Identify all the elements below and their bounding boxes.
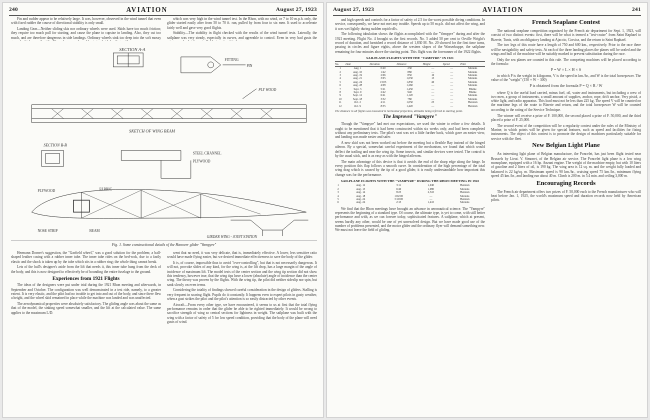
table-cell: 10 xyxy=(431,74,435,78)
table-cell: 1,260 xyxy=(406,84,413,88)
table-cell: 1,050 xyxy=(406,101,413,105)
table-cell: 2:06 xyxy=(380,74,386,78)
table-cell: Sept. 12 xyxy=(352,94,363,98)
table-cell: — xyxy=(431,97,435,101)
table-cell: 2 xyxy=(339,70,341,74)
table-cell: 4:11 xyxy=(380,101,386,105)
table-cell: 5:21 xyxy=(380,87,386,91)
table-cell: 2 xyxy=(337,187,339,191)
table-cell: Aug. 10 xyxy=(352,70,362,74)
paragraph: The ideas of the designers were put under trial during the 1921 Rhon meeting and afterwards, in September and October. The configuration was well demonstrated in a test ride, namely, to a greater extent. It is very elastic, and the pilot had no trouble to get into and out of the body, and since there flew a height, and the wheel skid remained in place while the machine was landed and was unaffected. xyxy=(11,283,161,301)
table-note: The distance in all flights was measured in horizontal projection, altitudes being referred to starting point. xyxy=(335,108,463,113)
table-cell: Hentzen xyxy=(468,104,478,108)
table-cell: 3:05 xyxy=(380,77,386,81)
paragraph: Considering the totality of findings showed careful consideration in the design of gliders. Stalling is very frequent in soaring flight. Pupils do it constantly. It happens even to expert pilots in gusty weather, when a gust strikes the pilot and the pilot's attention is so easily distracted by other events. xyxy=(167,288,317,301)
col-header: Duration xyxy=(370,62,397,67)
table-cell: 6 xyxy=(337,201,339,205)
table-cell: 1 xyxy=(337,184,339,188)
table-cell: 2,310 xyxy=(427,191,435,195)
table-cell: 8:35 xyxy=(380,104,386,108)
paragraph: We find that the Rhon meetings have brought an advance in aeronautical science. The "Vampyre" represents the beginning of a standard type. Of course, the ultimate type, is yet to come, with still better performance and with, as we can foresee today, sophisticated features. A sailplane, which at present, seems hardly any other, would be one of yet unresolved design. But we have made good use of the number of problems presented, and the motor glider and the ordinary flyer will demand something new. We must not leave the field of gliding. xyxy=(335,206,485,233)
paragraph: The French air department offers two prizes of F. 50,000 each to the French manufacturer who will beat before Jan. 1, 1925, the world's maximum speed and duration records now held by American pilots. xyxy=(491,189,641,203)
table-cell: Sept. 3 xyxy=(353,87,362,91)
table-cell: Martens xyxy=(460,187,470,191)
table-cell: 780 xyxy=(407,97,412,101)
col-header: Pilot xyxy=(460,62,485,67)
paragraph: It is, of course, impossible thus to avoid "over-controlling", but that is not necessarily dangerous. It will not, provoke slides of any kind, for the wing is, at the lift drop, has a large margin of the angle of incidence of maximum lift. The model tests of the center section and the wing tip section did not show this tendency, however true, that the wing tips have a lower (absolute) angle of incidence than the center wing. The theory was proven by the flights. With the wing tip, the pilot did neither sideslip nor spin, but sank slowly on even terms. xyxy=(167,261,317,287)
paragraph: The winner will receive a prize of F. 100,000, the second placed a prize of F. 50,000, and the third placed a prize of F. 25,000. xyxy=(491,113,641,122)
paragraph: The second event of the competition will be a regularity contest under the rules of the Ministry of Marine, in which points will be given for special features, such as speed and facilities for fixing instruments. The object of this contest is to promote the design of machines particularly suitable for service with the fleet. xyxy=(491,123,641,141)
table-cell: — xyxy=(431,87,435,91)
label-section-a: SECTION A-A xyxy=(119,46,146,52)
table-cell: 1,830 xyxy=(406,80,413,84)
table-cell: 3:32 xyxy=(380,97,386,101)
construction-figure xyxy=(11,43,317,241)
col-header: No. xyxy=(335,62,345,67)
table-cell: Aug. 21 xyxy=(352,77,362,81)
table-cell: 10 xyxy=(338,97,342,101)
table-cell: — xyxy=(450,97,453,101)
table-cell: 1:02:00 xyxy=(394,194,403,198)
paragraph: The aerodynamical properties were absolutely satisfactory. The gliding angle was about the same as that of the model, the sinking speed somewhat smaller, and the lift at the calculated value. The same applies to the maximum L/D. xyxy=(11,302,161,315)
table-cell: — xyxy=(431,70,435,74)
right-page xyxy=(326,2,648,418)
flights-table-1921 xyxy=(335,61,485,108)
table-body xyxy=(335,184,485,204)
paragraph: Hermann Dorner's suggestion, the "Garfield wheel," was a good solution for the problem; a ball-shaped leather casing with a rubber inner tube. The inner tube rides on the bed-rock, due to a fastly elastic and the shock is taken up by the tube which sits in a rubber ring; the whole thing cannot break. xyxy=(11,251,161,264)
table-cell: — xyxy=(450,80,453,84)
table-cell: Martens xyxy=(468,70,478,74)
table-cell: Martens xyxy=(460,194,470,198)
table-cell: — xyxy=(431,104,435,108)
table-cell: 12 xyxy=(338,104,342,108)
label-sketch-wing-beam: SKETCH OF WING BEAM xyxy=(129,128,176,134)
paragraph: An interesting light plane of Belgian manufacture, the Poncelet, has just been flight tested near Brussels by Lieut. V. Simonet, of the Belgian air service. The Poncelet light plane is a low wing monoplane, equipped with a 16 hp. Anzani engine. The weight of the machine empty, but with 10 liters of gasoline and 2 liters of oil, is 190 kg. The wing area is 12 sq. m. and the weight fully loaded and balanced is 22 kg/sq. m. Maximum speed is 90 km./hr., cruising speed 75 km./hr., minimum flying speed 45 km./hr., and landing run about 40 m. Climb is 200 m. in 5.4 min. and ceiling 3,000 m. xyxy=(491,152,641,178)
table-cell: 1,420 xyxy=(406,104,413,108)
table-cell: 8:25 xyxy=(396,191,402,195)
table-cell: — xyxy=(450,104,453,108)
header-rule xyxy=(9,15,317,16)
table-cell: — xyxy=(450,94,453,98)
table-cell: 8 xyxy=(339,90,341,94)
paragraph: Aircraft—From every other type, we have encountered, it seems to us at first that the total flying performance remains in order that the glider be able to be righted immediately. It would be wrong to sacrifice strength of wing so central sections for lightness in weight. The sailplane was built with the wing with a factor of safety of 5 for low speed condition, providing that the body of the plane will need gusts of wind. xyxy=(167,302,317,324)
table-cell: 2:13 xyxy=(396,201,402,205)
table-cell: Martens xyxy=(468,74,478,78)
table-cell: Aug. 12 xyxy=(356,184,366,188)
issue-date: August 27, 1923 xyxy=(333,7,375,13)
table-cell: 40 xyxy=(431,80,435,84)
page-number: 240 xyxy=(9,7,18,13)
table-cell: 15 xyxy=(431,77,435,81)
table-cell: — xyxy=(450,67,453,71)
table-cell: 5 xyxy=(337,197,339,201)
table-cell: 850 xyxy=(407,74,412,78)
table-cell: 2:42 xyxy=(380,90,386,94)
table-cell: 1:42 xyxy=(380,70,386,74)
magazine-spread xyxy=(2,2,648,418)
table-cell: 6:41 xyxy=(380,94,386,98)
left-running-head xyxy=(9,5,317,15)
table-cell: 1,450 xyxy=(406,87,413,91)
paragraph: which was very high in the wind tunnel test. In the Rhon, with no wind, or 7 to 10 m.p.h. only, the glider started easily after from 50 to 70 ft. run, pulled by from four to six men. It used to accelerate fairly well and gave very good flights. xyxy=(167,17,317,30)
table-cell: 1,040 xyxy=(427,184,435,188)
table-cell: Hentzen xyxy=(460,197,470,201)
table-cell: — xyxy=(450,70,453,74)
label-fitting: FITTING xyxy=(224,57,239,62)
table-cell: 5 xyxy=(339,80,341,84)
label-section-b: SECTION B-B xyxy=(43,142,67,148)
label-ply-wood: PLY WOOD xyxy=(258,87,277,92)
article-heading: French Seaplane Contest xyxy=(531,19,601,26)
col-header: Speed xyxy=(443,62,461,67)
label-steel-channel: STEEL CHANNEL xyxy=(192,151,222,156)
table-cell: 9 xyxy=(339,94,341,98)
label-pin: PIN xyxy=(246,63,253,68)
table-cell: 25 xyxy=(431,101,435,105)
left-col2-lower xyxy=(167,251,317,416)
table-cell: Sept. 18 xyxy=(352,97,363,101)
table-cell: 11 xyxy=(338,101,342,105)
table-cell: Aug. 24 xyxy=(356,201,366,205)
table-cell: Aug. 24 xyxy=(356,197,366,201)
table-cell: 1,410 xyxy=(427,201,435,205)
paragraph: went that no need, it was very delicate, that is, immediately effective. A lower, less sensitive ratio would have made flying easier, but we desired immediate effectiveness to save the body of the glider. xyxy=(167,251,317,260)
table-cell: — xyxy=(431,67,435,71)
table-cell: Aug. 19 xyxy=(352,74,362,78)
table-title: SAILPLANE FLIGHTS WITH THE "VAMPYRE" IN 1921 xyxy=(366,55,454,60)
table-cell: — xyxy=(450,74,453,78)
table-cell: Martens xyxy=(468,67,478,71)
table-cell: Aug. 24 xyxy=(352,80,362,84)
table-cell: Aug. 1 xyxy=(353,67,362,71)
table-cell: — xyxy=(429,194,433,198)
table-row xyxy=(335,104,485,107)
page-number: 241 xyxy=(631,7,641,13)
paragraph: Fin and rudder appear to be relatively large. It was, however, observed in the wind tunnel that even with fixed rudder the course of directional stability is only small. xyxy=(11,17,161,26)
table-cell: 6 xyxy=(339,84,341,88)
table-cell: 1 xyxy=(339,67,341,71)
table-cell: Oct. 2 xyxy=(354,101,361,105)
paragraph: in which P is the weight in kilograms, V is the speed in km./hr., and W is the total horsepower. The value of the "weight" (150 + W − 300) xyxy=(491,74,641,83)
table-cell: 0:40 xyxy=(380,67,386,71)
table-cell: Sept. 9 xyxy=(353,90,362,94)
table-cell: 230 xyxy=(407,67,412,71)
article-heading: Encouraging Records xyxy=(536,179,596,187)
flights-table-1922 xyxy=(335,184,485,204)
paragraph: The following tabulation shows the flights accomplished with the "Vampyre" during and after the 1921 meeting. Flight No. 4 brought us the first records. No. 5 added 50 per cent to Orville Wright's record of duration, and furnished a record distance of 1,830 M. No. 20 showed for the first time turns, passing in circles and figure eights, above the western slopes of the Wasserkuppe, the sailplane remaining for four minutes above the starting point. This flight was the forerunner of the 1922 flights. xyxy=(335,32,485,54)
table-cell: 6:40 xyxy=(396,187,402,191)
col-header: Date xyxy=(345,62,369,67)
table-cell: Martens xyxy=(468,84,478,88)
paragraph: The two legs of this route have a length of 750 and 600 km., respectively. Prior to the race there will be navigability and safety tests. At each of the three landing places the planes will be sealed and the wings and hull of the machine will be suitably marked to prevent substitution during the race. xyxy=(491,43,641,56)
paragraph: Only the sea planes are counted in this rule. The competing machines will be placed according to the formula: xyxy=(491,57,641,67)
table-cell: 1,980 xyxy=(427,187,435,191)
table-cell: — xyxy=(450,77,453,81)
left-page xyxy=(2,2,324,418)
table-cell: — xyxy=(450,87,453,91)
paragraph: Landing Gear—Neither sliding skis nor ordinary wheels were used. Skids have too much friction; they require too much pull for starting, and cause the plane to capsize in landing. Also, they cut too much, and are therefore dangerous in side landings. Ordinary wheels sink too deep into the soft mossy xyxy=(11,27,161,40)
table-cell: Martens xyxy=(460,201,470,205)
table-cell: 7 xyxy=(339,87,341,91)
table-cell: Martens xyxy=(468,94,478,98)
table-cell: — xyxy=(431,94,435,98)
paragraph: A new skid was not been worked out before the meeting but a flexible Bay instead of the hinged aileron. By a special, somewhat careful experiment of the mechanism, we found that which would deflect the trailing and near the wing tip. Some insects, and similar devices were tested. The control is by the usual stick, and is as easy as with the hinged ailerons. xyxy=(335,141,485,159)
table-row xyxy=(335,201,485,204)
table-title: SAILPLANE FLIGHTS WITH THE "VAMPYRE" DURING THE RHON MEETING IN 1922 xyxy=(340,179,480,183)
table-cell: Aug. 18 xyxy=(356,194,366,198)
right-col1 xyxy=(335,18,485,416)
table-cell: Hentzen xyxy=(460,184,470,188)
table-cell: 940 xyxy=(407,90,412,94)
table-cell: 3 xyxy=(337,191,339,195)
journal-title: AVIATION xyxy=(126,6,168,14)
paragraph: Though the "Vampyre" had met our expectations, we used the winter to refine a few details. It ought to be mentioned that it had been constructed within six weeks only, and had been completed without any preliminary tests. The pilot's seat was set a little further back, which gave an easier view, and landing was made easier and safer. xyxy=(335,122,485,140)
table-cell: Martens xyxy=(468,80,478,84)
table-cell: Blume xyxy=(468,87,477,91)
table-cell: Aug. 28 xyxy=(352,84,362,88)
table-cell: — xyxy=(450,84,453,88)
formula: P = W × L × H × S xyxy=(550,66,582,72)
table-cell: Hentzen xyxy=(460,191,470,195)
paragraph: The national seaplane competition organized by the French air department for Sept. 1, 1923, will consist of two distinct events: first, there will be what is termed a "test-cruise" from Saint Raphael to Bizerte, Tunis, with an obligatory landing at Ajaccio, Corsica, and the return to Saint Raphael. xyxy=(491,29,641,42)
label-beam: BEAM xyxy=(89,229,100,234)
table-cell: 3:11 xyxy=(396,184,402,188)
table-cell: 13:03 xyxy=(379,80,387,84)
table-cell: Aug. 14 xyxy=(356,191,366,195)
label-plywood-2: PLYWOOD xyxy=(192,159,211,164)
right-col2 xyxy=(491,18,641,416)
table-cell: 1,120 xyxy=(406,94,413,98)
table-cell: — xyxy=(450,90,453,94)
table-cell: Oct. 9 xyxy=(354,104,361,108)
col-header: Height xyxy=(423,62,443,67)
table-cell: 4 xyxy=(339,77,341,81)
table-cell: Martens xyxy=(468,77,478,81)
header-rule xyxy=(333,15,641,16)
table-cell: Blume xyxy=(468,90,477,94)
paragraph: where Q is the useful load carried, minus fuel, oil, water and instruments, but including a crew of two men, a group of instruments, a small amount of supplies, anchor, rope, drift anchor, Very pistol, a white light, and radio apparatus. This load must not be less than 225 kg. The speed V will be counted on the maritime legs of the route to Bizerte and return, and the total horsepower W will be counted according to the rating of the Service Technique. xyxy=(491,90,641,112)
table-cell: 3:10:00 xyxy=(394,197,403,201)
paragraph: Lets of the hull's designer's aside from the lift that needs it, this inner tube hung from the deck of the body, and this is now designed to effectively be of bounding the entire fuselage to the ground. xyxy=(11,265,161,274)
col-header: Distance xyxy=(397,62,423,67)
left-col2-top xyxy=(167,17,317,41)
table-cell: 4 xyxy=(337,194,339,198)
table-body xyxy=(335,67,485,108)
table-cell: 4:08 xyxy=(380,84,386,88)
journal-title: AVIATION xyxy=(482,6,524,14)
formula: P is obtained from the formula P = Q × R / W xyxy=(529,83,603,89)
label-fabric: FABRIC xyxy=(99,187,113,192)
table-cell: — xyxy=(431,84,435,88)
table-cell: 3 xyxy=(339,74,341,78)
section-heading: The Improved "Vampyre" xyxy=(383,115,437,121)
label-plywood: PLYWOOD xyxy=(37,189,56,194)
paragraph: and high speeds and controls for a factor of safety of 2.5 for the worst possible diving conditions. In service, consequently, we have not met any trouble. Speeds up to 50 m.p.h. did not affect the wing, and it was wet lightly during sudden rapid rolls. xyxy=(335,18,485,31)
table-cell: Aug. 13 xyxy=(356,187,366,191)
left-col1-lower xyxy=(11,251,161,416)
paragraph: Stability—The stability in flight checked with the results of the wind tunnel tests. Laterally, the sailplane was very steady, especially in curves, and agreeable to control. Even in very bad gusts the xyxy=(167,31,317,40)
right-running-head xyxy=(333,5,641,15)
table-cell: 880 xyxy=(407,70,412,74)
issue-date: August 27, 1923 xyxy=(275,7,317,13)
construction-drawing xyxy=(11,43,317,240)
paragraph: The main advantage of this device is that it avoids the end of the sharp edge along the hinge. In every position this flap follows a smooth curve. In consideration of the high percentage of the total wing drag which is caused by the tip of a good glider, it is easily understandable how important this change was for the performance. xyxy=(335,159,485,177)
table-cell: 1,030 xyxy=(406,77,413,81)
table-cell: Hentzen xyxy=(468,101,478,105)
table-cell: — xyxy=(429,197,433,201)
table-cell: — xyxy=(450,101,453,105)
article-heading: New Belgian Light Plane xyxy=(532,142,600,150)
section-heading: Experiences from 1921 Flights xyxy=(52,275,120,282)
table-cell: — xyxy=(431,90,435,94)
label-girder-joint: GIRDER WING - JOINT STATION xyxy=(206,235,258,240)
table-cell: Martens xyxy=(468,97,478,101)
label-nose-strip: NOSE STRIP xyxy=(37,229,58,234)
left-col1-top xyxy=(11,17,161,41)
figure-caption: Fig. 1. Some constructional details of the Hanover glider "Vampyre" xyxy=(111,243,217,247)
